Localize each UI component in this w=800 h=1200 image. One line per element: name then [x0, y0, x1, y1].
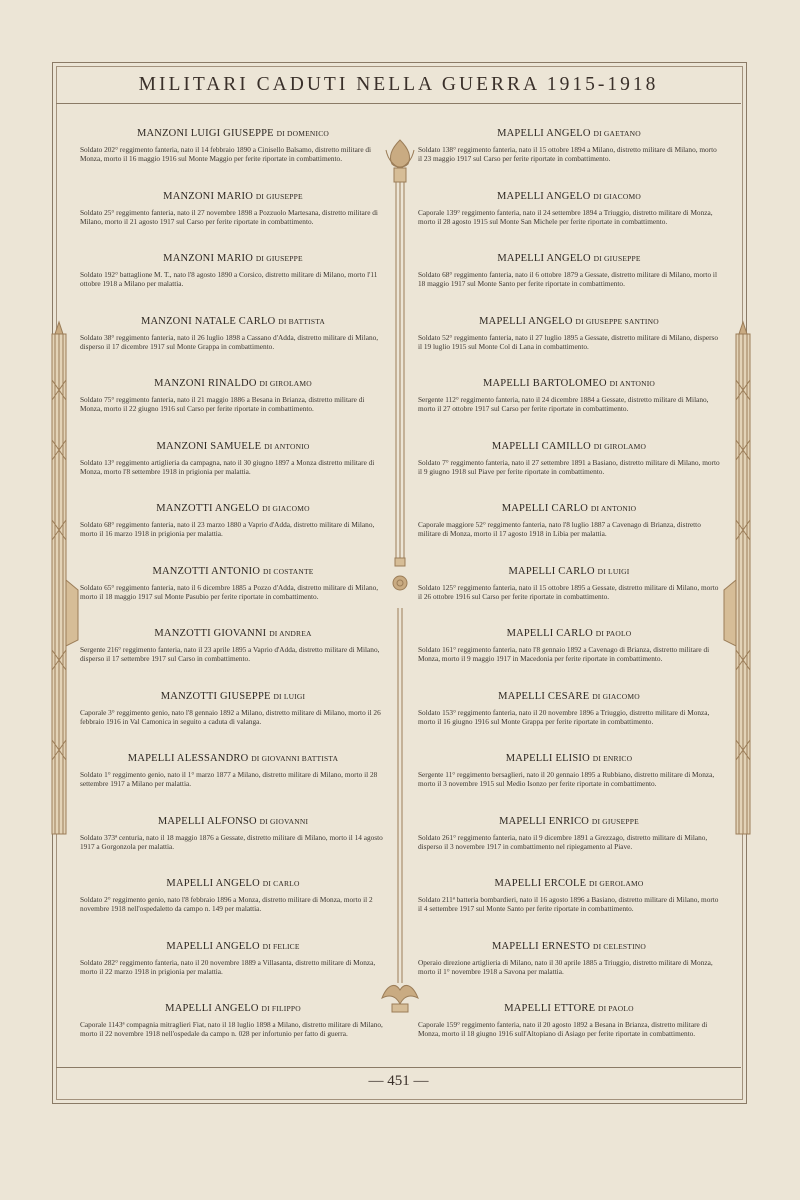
entry [418, 378, 720, 441]
entry-text: Caporale 159° reggimento fanteria, nato il 20 agosto 1892 a Besana in Brianza, distretto militare di Monza, morto il 18 giugno 1916 sull'Altopiano di Asiago per ferite riportate in combattimento. [418, 1020, 708, 1038]
entry-text: Soldato 52° reggimento fanteria, nato il 27 luglio 1895 a Gessate, distretto militare di Milano, disperso il 19 luglio 1915 sul Monte Col di Lana in combattimento. [418, 332, 719, 351]
entry-text: Caporale 3° reggimento genio, nato l'8 gennaio 1892 a Milano, distretto militare di Milano, morto il 26 febbraio 1916 in Val Camonica in seguito a caduta di valanga. [80, 707, 381, 726]
left-fasces-ornament [38, 320, 80, 840]
entry [418, 878, 720, 941]
entry-name: MANZONI MARIO DI GIUSEPPE [163, 190, 303, 202]
entry [418, 941, 720, 1004]
entry [80, 191, 386, 254]
header-divider [56, 103, 741, 104]
entry [80, 128, 386, 191]
entry-name: MANZOTTI GIUSEPPE DI LUIGI [160, 690, 306, 702]
entry [80, 628, 386, 691]
entry [418, 191, 720, 254]
entry [80, 1003, 386, 1066]
entry-text: Soldato 192° battaglione M. T., nato l'8 agosto 1890 a Corsico, distretto militare di Milano, morto l'11 ottobre 1918 a Milano per malattia. [80, 270, 378, 288]
entry-text: Soldato 7° reggimento fanteria, nato il 27 settembre 1891 a Basiano, distretto militare di Milano, morto il 9 giugno 1918 sul Piave per ferite riportate in combattimento. [418, 457, 720, 476]
entry [80, 691, 386, 754]
entry [80, 378, 386, 441]
entry-name: MAPELLI ANGELO DI FILIPPO [165, 1003, 301, 1014]
entry [418, 691, 720, 754]
entry [418, 1003, 720, 1066]
entry-name: MANZONI MARIO DI GIUSEPPE [163, 253, 303, 264]
entry-name: MAPELLI ETTORE DI PAOLO [504, 1003, 634, 1014]
entry-text: Soldato 68° reggimento fanteria, nato il 23 marzo 1880 a Vaprio d'Adda, distretto militare di Milano, morto il 16 marzo 1918 in prigionia per malattia. [80, 520, 375, 538]
entry-name: MAPELLI ANGELO DI GIUSEPPE [497, 253, 641, 264]
entry-text: Soldato 75° reggimento fanteria, nato il 21 maggio 1886 a Besana in Brianza, distretto militare di Monza, morto il 22 giugno 1916 sul Carso per ferite riportate in combattimento. [80, 395, 365, 413]
entry-text: Soldato 2° reggimento genio, nato l'8 febbraio 1896 a Monza, distretto militare di Monza, morto il 2 novembre 1918 nell'ospedaletto da campo n. 149 per malattia. [80, 895, 373, 913]
entry [80, 816, 386, 879]
entry-name: MAPELLI CESARE DI GIACOMO [498, 690, 640, 702]
entry [80, 941, 386, 1004]
entry-name: MAPELLI ANGELO DI GAETANO [497, 128, 641, 139]
entry-name: MAPELLI ELISIO DI ENRICO [505, 753, 633, 764]
entry-text: Soldato 68° reggimento fanteria, nato il 6 ottobre 1879 a Gessate, distretto militare di Milano, morto il 18 maggio 1917 sul Monte Santo per ferite riportate in combattimento. [418, 270, 717, 288]
entry-name: MAPELLI ERCOLE DI GEROLAMO [494, 878, 644, 889]
entry-name: MAPELLI ENRICO DI GIUSEPPE [499, 815, 639, 827]
entry-text: Soldato 211ª batteria bombardieri, nato il 16 agosto 1896 a Basiano, distretto militare di Milano, morto il 4 settembre 1917 sul Monte Santo per ferite riportate in combattimento. [418, 895, 719, 913]
entry-text: Soldato 138° reggimento fanteria, nato il 15 ottobre 1894 a Milano, distretto militare di Milano, morto il 23 maggio 1917 sul Carso per ferite riportate in combattimento. [418, 145, 717, 163]
entry [418, 316, 720, 379]
entry [80, 878, 386, 941]
entry-text: Soldato 25° reggimento fanteria, nato il 27 novembre 1898 a Pozzuolo Martesana, distretto militare di Milano, morto il 21 agosto 1917 sul Carso per ferite riportate in combattimento. [80, 207, 378, 226]
entry-text: Sergente 112° reggimento fanteria, nato il 24 dicembre 1884 a Gessate, distretto militare di Milano, morto il 27 ottobre 1917 sul Carso per ferite riportate in combattimento. [418, 395, 709, 413]
entry-name: MAPELLI ANGELO DI CARLO [166, 878, 300, 889]
entry-name: MAPELLI ANGELO DI GIACOMO [497, 190, 641, 202]
entry [418, 128, 720, 191]
entry-name: MANZONI SAMUELE DI ANTONIO [156, 440, 310, 452]
entry-name: MAPELLI BARTOLOMEO DI ANTONIO [482, 378, 656, 389]
entry-text: Soldato 261° reggimento fanteria, nato il 9 dicembre 1891 a Grezzago, distretto militare di Milano, disperso il 3 novembre 1917 in combattimento nel ripiegamento al Piave. [418, 832, 708, 851]
entry-text: Soldato 161° reggimento fanteria, nato l'8 gennaio 1892 a Cavenago di Brianza, distretto militare di Monza, morto il 9 maggio 1917 in Macedonia per ferite riportate in combattimento. [418, 645, 710, 663]
entry [418, 753, 720, 816]
footer-divider [56, 1067, 741, 1068]
entry-name: MANZOTTI ANGELO DI GIACOMO [156, 503, 310, 514]
entry-text: Soldato 38° reggimento fanteria, nato il 26 luglio 1898 a Cassano d'Adda, distretto militare di Milano, disperso il 17 dicembre 1917 sul Monte Grappa in combattimento. [80, 332, 379, 351]
entry-name: MAPELLI ALESSANDRO DI GIOVANNI BATTISTA [127, 753, 339, 764]
entry-name: MAPELLI CAMILLO DI GIROLAMO [491, 440, 647, 452]
entry [80, 753, 386, 816]
entry [418, 816, 720, 879]
entry-text: Operaio direzione artiglieria di Milano, nato il 30 aprile 1885 a Triuggio, distretto militare di Monza, morto il 1° novembre 1918 a Savona per malattia. [418, 957, 713, 976]
entry-text: Sergente 11° reggimento bersaglieri, nato il 20 gennaio 1895 a Rubbiano, distretto militare di Monza, morto il 3 novembre 1915 sul Medio Isonzo per ferite riportate in combattimento. [418, 770, 715, 788]
entry-text: Soldato 65° reggimento fanteria, nato il 6 dicembre 1885 a Pozzo d'Adda, distretto militare di Milano, morto il 18 maggio 1917 sul Monte Pasubio per ferite riportate in combattimento. [80, 582, 379, 601]
page-number: — 451 — [368, 1073, 429, 1089]
entry-name: MAPELLI CARLO DI ANTONIO [501, 503, 637, 514]
entry-text: Soldato 125° reggimento fanteria, nato il 15 ottobre 1895 a Gessate, distretto militare di Milano, morto il 26 ottobre 1916 sul Carso per ferite riportate in combattimento. [418, 582, 719, 601]
entry-text: Soldato 202° reggimento fanteria, nato il 14 febbraio 1890 a Cinisello Balsamo, distretto militare di Monza, morto il 16 maggio 1916 sul Monte Maggio per ferite riportate in combattimento. [80, 145, 372, 163]
entry-text: Soldato 1° reggimento genio, nato il 1° marzo 1877 a Milano, distretto militare di Milano, morto il 28 settembre 1917 a Milano per malattia. [80, 770, 378, 788]
entry-name: MANZONI RINALDO DI GIROLAMO [154, 378, 312, 389]
entry [418, 503, 720, 566]
entry [418, 441, 720, 504]
entry [80, 566, 386, 629]
entry-text: Caporale 1143ª compagnia mitraglieri Fiat, nato il 18 luglio 1898 a Milano, distretto militare di Milano, morto il 22 novembre 1918 nell'ospedale da campo n. 028 per infortunio per fatto di guerra. [80, 1020, 383, 1038]
entry [80, 253, 386, 316]
entry-name: MAPELLI ANGELO DI GIUSEPPE SANTINO [479, 315, 659, 327]
entry-name: MAPELLI CARLO DI LUIGI [508, 565, 630, 577]
entry-name: MAPELLI ALFONSO DI GIOVANNI [157, 815, 309, 827]
page-title: MILITARI CADUTI NELLA GUERRA 1915-1918 [138, 74, 659, 95]
entry-name: MANZONI NATALE CARLO DI BATTISTA [140, 315, 326, 327]
entry-text: Caporale maggiore 52° reggimento fanteria, nato l'8 luglio 1887 a Cavenago di Brianza, distretto militare di Monza, morto il 17 agosto 1918 in Libia per malattia. [418, 520, 701, 538]
entry-text: Soldato 373ª centuria, nato il 18 maggio 1876 a Gessate, distretto militare di Milano, morto il 14 agosto 1917 a Gorgonzola per malattia. [80, 832, 383, 851]
entry [418, 253, 720, 316]
entry-text: Caporale 139° reggimento fanteria, nato il 24 settembre 1894 a Triuggio, distretto militare di Monza, morto il 28 agosto 1915 sul Monte San Michele per ferite riportate in combattimento. [418, 207, 713, 226]
entry-text: Sergente 216° reggimento fanteria, nato il 23 aprile 1895 a Vaprio d'Adda, distretto militare di Milano, disperso il 17 settembre 1917 sul Carso in combattimento. [80, 645, 380, 663]
entry-name: MANZOTTI GIOVANNI DI ANDREA [154, 628, 312, 639]
entry [418, 628, 720, 691]
entry-name: MANZOTTI ANTONIO DI COSTANTE [152, 565, 314, 577]
entry [418, 566, 720, 629]
entry-text: Soldato 282° reggimento fanteria, nato il 20 novembre 1889 a Villasanta, distretto militare di Monza, morto il 22 marzo 1918 in prigionia per malattia. [80, 957, 376, 976]
entry-name: MANZONI LUIGI GIUSEPPE DI DOMENICO [136, 128, 330, 139]
entry [80, 316, 386, 379]
entry-text: Soldato 153° reggimento fanteria, nato il 20 novembre 1896 a Triuggio, distretto militare di Monza, morto il 16 giugno 1916 sul Monte Grappa per ferite riportate in combattimento. [418, 707, 710, 726]
entry-text: Soldato 13° reggimento artiglieria da campagna, nato il 30 giugno 1897 a Monza distretto militare di Monza, morto l'8 settembre 1918 in prigionia per malattia. [80, 457, 375, 476]
entry-name: MAPELLI CARLO DI PAOLO [506, 628, 632, 639]
right-column [418, 128, 720, 1066]
entry [80, 503, 386, 566]
entry [80, 441, 386, 504]
right-fasces-ornament [722, 320, 764, 840]
entry-name: MAPELLI ERNESTO DI CELESTINO [491, 940, 647, 952]
entry-name: MAPELLI ANGELO DI FELICE [166, 940, 300, 952]
left-column [80, 128, 386, 1066]
